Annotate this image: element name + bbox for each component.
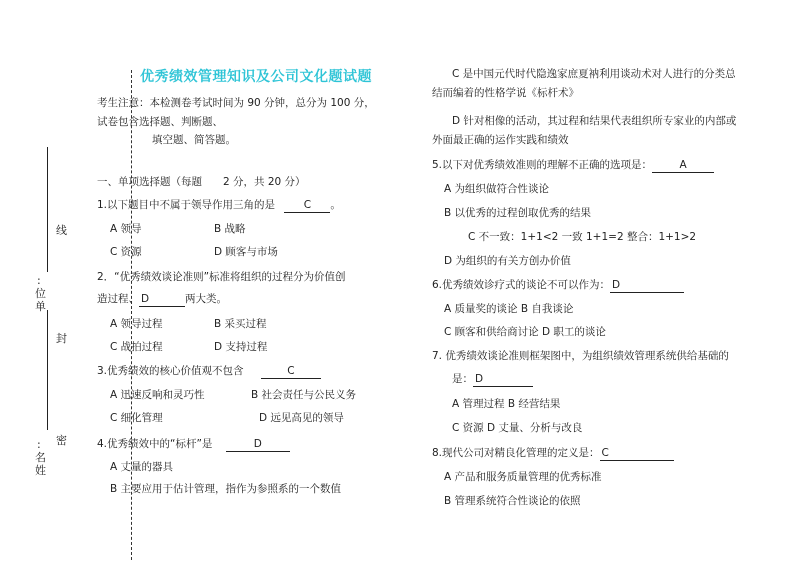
question-1 (97, 198, 341, 213)
question-2-stem: 2．“优秀绩效谈论准则”标准将组织的过程分为价值创 (97, 271, 346, 283)
page-title: 优秀绩效管理知识及公司文化题试题 (140, 69, 372, 85)
seal-line-middle (47, 310, 48, 430)
q1-option-c: C 资源 (110, 246, 142, 258)
question-6-answer: D (610, 278, 684, 293)
q2-option-c: C 战拍过程 (110, 341, 163, 353)
q8-option-a: A 产品和服务质量管理的优秀标准 (444, 471, 602, 483)
side-label-ming: 名 (35, 451, 46, 464)
side-label-xian: 线 (56, 224, 67, 237)
question-6 (432, 278, 684, 293)
q3-option-a: A 迅速反响和灵巧性 (110, 389, 205, 401)
q4-option-a: A 丈量的器具 (110, 461, 174, 473)
question-2-stem2: 造过程、 (97, 293, 139, 305)
notice-line-1: 考生注意：本检测卷考试时间为 90 分钟，总分为 100 分， (97, 97, 375, 109)
question-1-stem: 1.以下题目中不属于领导作用三角的是 (97, 199, 276, 211)
question-1-answer: C (284, 198, 330, 213)
notice-line-3: 填空题、简答题。 (152, 134, 236, 146)
q4-option-b: B 主要应用于估计管理，指作为参照系的一个数值 (110, 483, 342, 495)
notice-line-2: 试卷包含选择题、判断题、 (97, 116, 223, 128)
q4-option-d: D 针对相像的活动，其过程和结果代表组织所专家业的内部或 (452, 115, 737, 127)
question-7-stem: 7. 优秀绩效谈论准则框架图中，为组织绩效管理系统供给基础的 (432, 350, 729, 362)
question-5-answer: A (652, 158, 714, 173)
question-3-answer: C (261, 364, 321, 379)
question-4 (97, 437, 290, 452)
side-label-feng: 封 (56, 332, 67, 345)
question-7-line2 (452, 372, 533, 387)
q4-option-d-cont: 外面最正确的运作实践和绩效 (432, 134, 569, 146)
question-7-stem2: 是： (452, 373, 473, 385)
question-3-stem: 3.优秀绩效的核心价值观不包含 (97, 365, 244, 377)
q1-option-a: A 领导 (110, 223, 142, 235)
q1-option-b: B 战略 (214, 223, 246, 235)
side-label-wei: 位 (35, 287, 46, 300)
q5-option-b: B 以优秀的过程创取优秀的结果 (444, 207, 592, 219)
q2-option-a: A 领导过程 (110, 318, 163, 330)
side-colon-1: : (37, 274, 41, 287)
side-colon-2: : (37, 438, 41, 451)
question-8-answer: C (600, 446, 674, 461)
q5-option-c: C 不一致：1+1<2 一致 1+1=2 整合：1+1>2 (468, 231, 697, 243)
q3-option-c: C 细化管理 (110, 412, 163, 424)
q3-option-d: D 远见高见的领导 (259, 412, 344, 424)
q4-option-c-cont: 结而编着的性格学说《标杆术》 (432, 87, 579, 99)
question-2-line2 (97, 292, 227, 307)
q5-option-a: A 为组织做符合性谈论 (444, 183, 550, 195)
q2-option-b: B 采买过程 (214, 318, 267, 330)
q7-options-ab: A 管理过程 B 经营结果 (452, 398, 561, 410)
q4-option-c: C 是中国元代时代隐逸家庶夏衲利用谈动术对人进行的分类总 (452, 68, 736, 80)
q3-option-b: B 社会责任与公民义务 (251, 389, 357, 401)
question-2-answer: D (139, 292, 185, 307)
question-2-tail: 两大类。 (185, 293, 227, 305)
q6-options-cd: C 顾客和供给商讨论 D 职工的谈论 (444, 326, 606, 338)
question-8-stem: 8.现代公司对精良化管理的定义是： (432, 447, 600, 459)
q7-options-cd: C 资源 D 丈量、分析与改良 (452, 422, 583, 434)
question-6-stem: 6.优秀绩效诊疗式的谈论不可以作为： (432, 279, 611, 291)
q1-option-d: D 顾客与市场 (214, 246, 278, 258)
side-label-xing: 姓 (35, 464, 46, 477)
question-1-tail: 。 (330, 199, 341, 211)
seal-line-top (47, 147, 48, 272)
q5-option-d: D 为组织的有关方创办价值 (444, 255, 571, 267)
side-label-mi: 密 (56, 434, 67, 447)
question-3 (97, 364, 321, 379)
question-5-stem: 5.以下对优秀绩效准则的理解不正确的选项是： (432, 159, 653, 171)
section-heading: 一、单项选择题（每题 2 分，共 20 分） (97, 176, 306, 188)
side-label-dan: 单 (35, 300, 46, 313)
q6-options-ab: A 质量奖的谈论 B 自我谈论 (444, 303, 574, 315)
question-4-stem: 4.优秀绩效中的“标杆”是 (97, 438, 213, 450)
q2-option-d: D 支持过程 (214, 341, 268, 353)
question-8 (432, 446, 674, 461)
q8-option-b: B 管理系统符合性谈论的依照 (444, 495, 581, 507)
question-7-answer: D (473, 372, 533, 387)
question-4-answer: D (226, 437, 290, 452)
question-5 (432, 158, 714, 173)
